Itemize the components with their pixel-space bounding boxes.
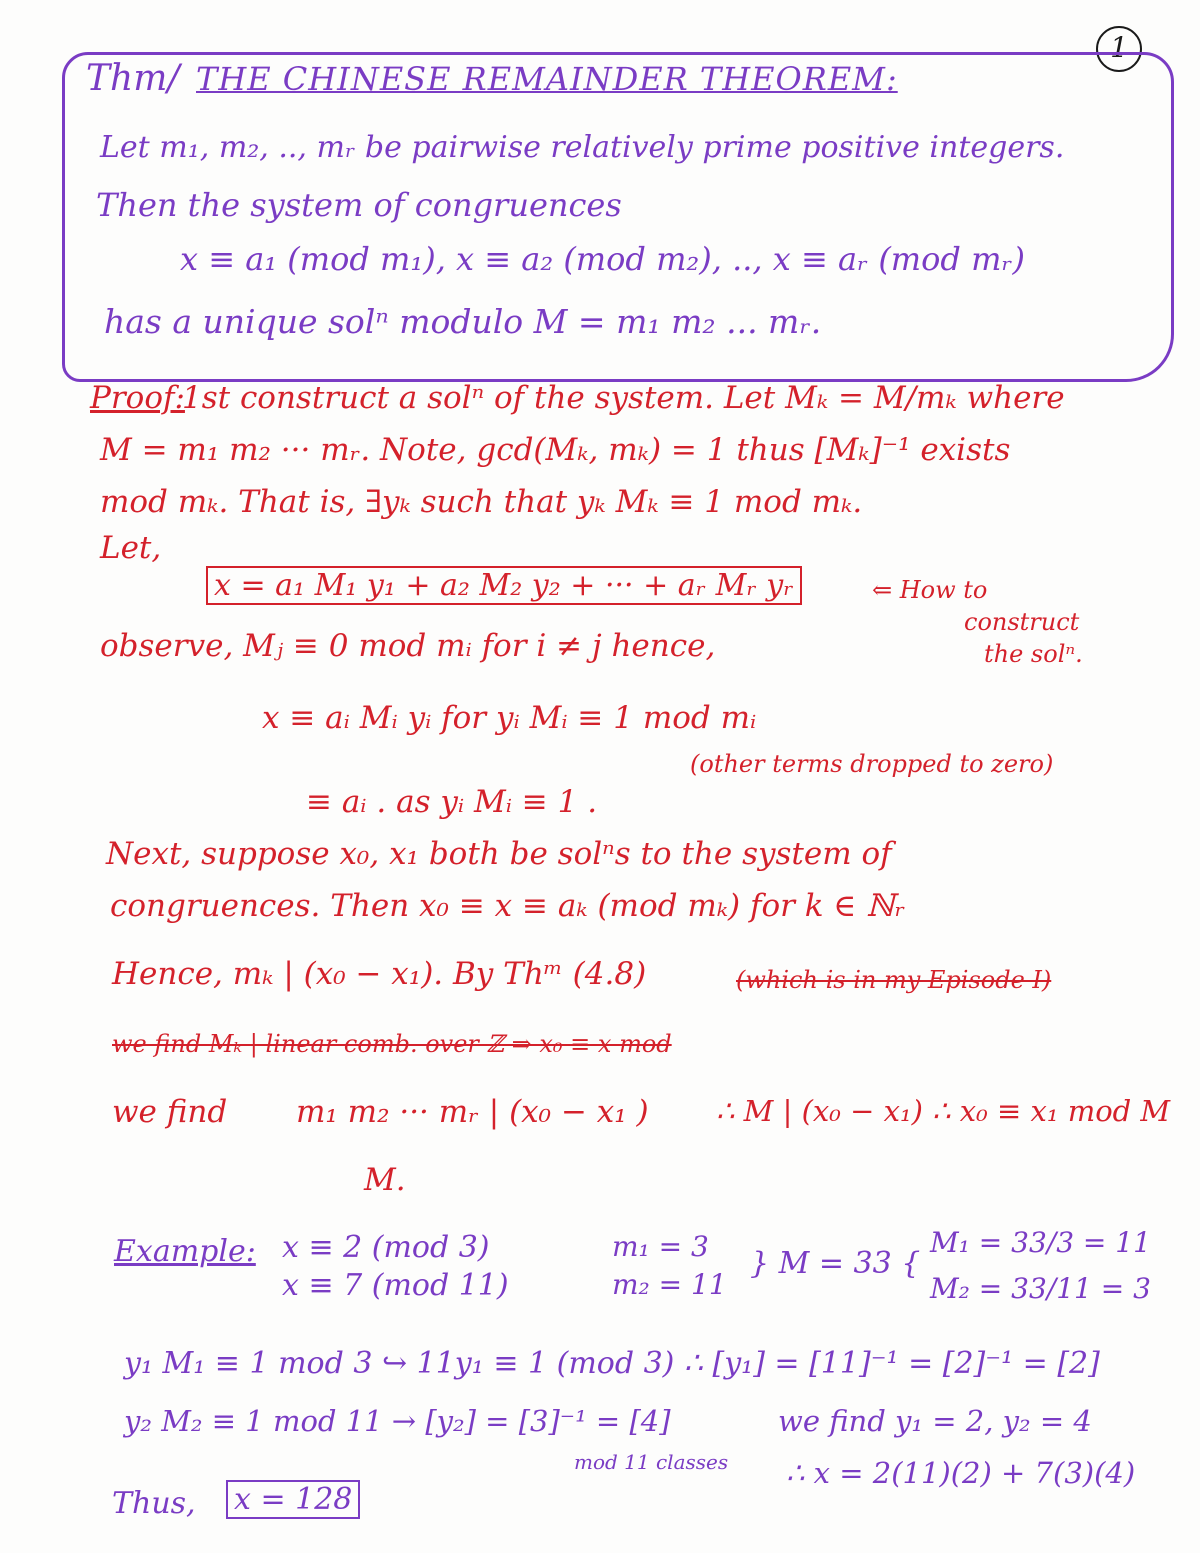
theorem-line-1: Let m₁, m₂, .., mᵣ be pairwise relatively prime positive integers. [100, 130, 1065, 165]
proof-line-3: mod mₖ. That is, ∃yₖ such that yₖ Mₖ ≡ 1 mod mₖ. [100, 484, 863, 520]
proof-line-1: 1st construct a solⁿ of the system. Let Mₖ = M/mₖ where [182, 380, 1065, 416]
final-answer: x = 128 [226, 1480, 360, 1519]
proof-line-13-product: m₁ m₂ ··· mᵣ | (x₀ − x₁ ) [296, 1094, 649, 1130]
theorem-line-3: x ≡ a₁ (mod m₁), x ≡ a₂ (mod m₂), .., x ≡ aᵣ (mod mᵣ) [180, 240, 1025, 278]
theorem-label: Thm/ [86, 58, 180, 99]
proof-line-11: Hence, mₖ | (x₀ − x₁). By Thᵐ (4.8) [112, 956, 647, 992]
proof-line-11-struck: (which is in my Episode I) [736, 966, 1052, 994]
example-m1: m₁ = 3 [612, 1230, 709, 1263]
proof-line-13-conclusion: ∴ M | (x₀ − x₁) ∴ x₀ ≡ x₁ mod M [716, 1094, 1171, 1128]
proof-line-9: Next, suppose x₀, x₁ both be solⁿs to the system of [106, 836, 892, 872]
page-number: 1 [1096, 26, 1142, 72]
example-line-1: y₁ M₁ ≡ 1 mod 3 ↪ 11y₁ ≡ 1 (mod 3) ∴ [y₁] = [11]⁻¹ = [2]⁻¹ = [2] [124, 1346, 1100, 1381]
proof-line-8: ≡ aᵢ . as yᵢ Mᵢ ≡ 1 . [306, 784, 598, 820]
proof-line-13-lead: we find [112, 1094, 228, 1130]
example-M2: M₂ = 33/11 = 3 [930, 1272, 1151, 1305]
side-note-1: ⇐ How to [872, 576, 988, 604]
construction-formula: x = a₁ M₁ y₁ + a₂ M₂ y₂ + ··· + aᵣ Mᵣ yᵣ [206, 566, 802, 605]
example-line-3: ∴ x = 2(11)(2) + 7(3)(4) [786, 1456, 1136, 1490]
side-note-2: construct [964, 608, 1080, 636]
example-equation-2: x ≡ 7 (mod 11) [282, 1268, 509, 1303]
proof-line-2: M = m₁ m₂ ··· mᵣ. Note, gcd(Mₖ, mₖ) = 1 thus [Mₖ]⁻¹ exists [100, 432, 1011, 468]
side-note-3: the solⁿ. [984, 640, 1083, 668]
proof-line-10: congruences. Then x₀ ≡ x ≡ aₖ (mod mₖ) for k ∈ ℕᵣ [110, 888, 906, 924]
example-note: mod 11 classes [574, 1450, 729, 1474]
proof-line-12-struck: we find Mₖ | linear comb. over ℤ ⇒ x₀ ≡ x mod [112, 1030, 672, 1058]
proof-line-4: Let, [100, 530, 162, 566]
example-M1: M₁ = 33/3 = 11 [930, 1226, 1151, 1259]
thus-label: Thus, [112, 1486, 196, 1521]
proof-label: Proof: [90, 380, 185, 416]
theorem-line-4: has a unique solⁿ modulo M = m₁ m₂ ... mᵣ. [104, 302, 822, 341]
example-m2: m₂ = 11 [612, 1268, 727, 1301]
proof-line-5: observe, Mⱼ ≡ 0 mod mᵢ for i ≠ j hence, [100, 628, 716, 664]
theorem-title: THE CHINESE REMAINDER THEOREM: [196, 60, 898, 98]
example-line-2: y₂ M₂ ≡ 1 mod 11 → [y₂] = [3]⁻¹ = [4] [124, 1404, 671, 1438]
proof-line-6: x ≡ aᵢ Mᵢ yᵢ for yᵢ Mᵢ ≡ 1 mod mᵢ [262, 700, 757, 736]
example-equation-1: x ≡ 2 (mod 3) [282, 1230, 490, 1265]
example-modulus: } M = 33 { [750, 1246, 921, 1281]
proof-line-7: (other terms dropped to zero) [690, 750, 1054, 778]
proof-line-14: M. [364, 1162, 406, 1198]
example-label: Example: [114, 1234, 256, 1269]
theorem-line-2: Then the system of congruences [96, 186, 622, 224]
example-solution-y: we find y₁ = 2, y₂ = 4 [778, 1404, 1092, 1438]
